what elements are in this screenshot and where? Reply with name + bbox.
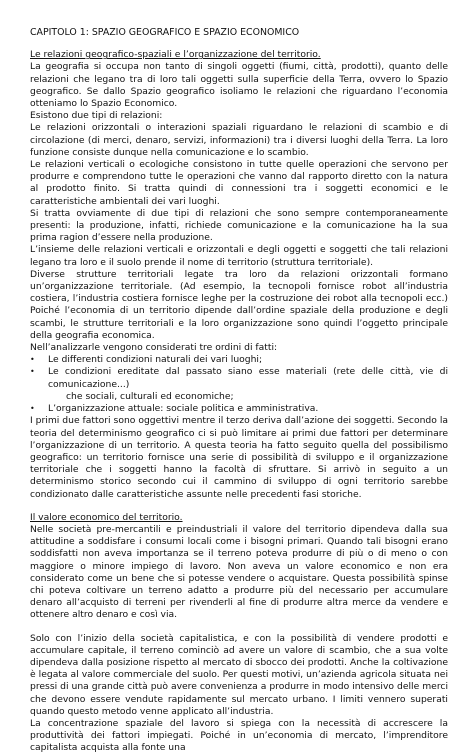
paragraph: Si tratta ovviamente di due tipi di relazioni che sono sempre contemporaneamente presenti: la produzione, infatti, richiede comunicazione e la comunicazione ha la sua prima ragion d’essere nella produzione. xyxy=(30,207,448,244)
paragraph: L’insieme delle relazioni verticali e orizzontali e degli oggetti e soggetti che tali relazioni legano tra loro e il suolo prende il nome di territorio (struttura territoriale). xyxy=(30,244,448,268)
bullet-icon: • xyxy=(30,355,35,365)
list-item-text: L’organizzazione attuale: sociale politica e amministrativa. xyxy=(48,403,319,415)
list-item-text: Le condizioni ereditate dal passato siano esse materiali (rete delle città, vie di comunicazione...) xyxy=(48,366,448,390)
paragraph: I primi due fattori sono oggettivi mentre il terzo deriva dall’azione dei soggetti. Secondo la teoria del determinismo geografico ci si può limitare ai primi due fattori per determinare l’organizzazione di un territorio. A questa teoria ha fatto seguito quella del possibilismo geografico: un territorio fornisce una serie di possibilità di sviluppo e il organizzazione territoriale che i soggetti hanno la facoltà di sfruttare. Si arrivò in seguito a un determinismo storico secondo cui il cammino di sviluppo di ogni territorio sarebbe condizionato dalle caratteristiche assunte nelle precedenti fasi storiche. xyxy=(30,415,448,500)
paragraph: Le relazioni verticali o ecologiche consistono in tutte quelle operazioni che servono per produrre e comprendono tutte le operazioni che vanno dal rapporto diretto con la natura al prodotto finito. Si tratta quindi di connessioni tra i soggetti economici e le caratteristiche ambientali dei vari luoghi. xyxy=(30,159,448,207)
chapter-title: CAPITOLO 1: SPAZIO GEOGRAFICO E SPAZIO ECONOMICO xyxy=(30,27,300,38)
bullet-icon: • xyxy=(30,404,35,414)
list-item xyxy=(30,354,448,366)
paragraph: Le relazioni orizzontali o interazioni spaziali riguardano le relazioni di scambio e di circolazione (di merci, denaro, servizi, informazioni) tra i diversi luoghi della Terra. La loro funzione consiste dunque nella comunicazione e lo scambio. xyxy=(30,122,448,158)
paragraph: Nelle società pre-mercantili e preindustriali il valore del territorio dipendeva dalla sua attitudine a soddisfare i consumi locali come i bisogni primari. Quando tali bisogni erano soddisfatti non aveva importanza se il terreno poteva produrre di più o di meno o con maggiore o minore impiego di lavoro. Non aveva un valore economico e non era considerato come un bene che si potesse vendere o acquistare. Questa possibilità spinse chi poteva coltivare un terreno adatto a produrre più del necessario per accumulare denaro all’acquisto di terreni per rivenderli al fine di produrre altra merce da vendere e ottenere altro denaro e così via. xyxy=(30,523,448,621)
section-heading-relazioni: Le relazioni geografico-spaziali e l’organizzazione del territorio. xyxy=(30,49,321,61)
paragraph: La geografia si occupa non tanto di singoli oggetti (fiumi, città, prodotti), quanto delle relazioni che legano tra di loro tali oggetti sulla superficie della Terra, ovvero lo Spazio geografico. Se dallo Spazio geografico isoliamo le relazioni che riguardano l’economia otteniamo lo Spazio Economico. xyxy=(30,61,448,110)
paragraph: La concentrazione spaziale del lavoro si spiega con la necessità di accrescere la produttività dei fattori impiegati. Poiché in un’economia di mercato, l’imprenditore capitalista acquista alla fonte una xyxy=(30,717,448,754)
section-heading-valore: Il valore economico del territorio. xyxy=(30,511,183,523)
paragraph: Diverse strutture territoriali legate tra loro da relazioni orizzontali formano un’organizzazione territoriale. (Ad esempio, la tecnopoli fornisce robot all’industria costiera, l’industria costiera fornisce leghe per la costruzione dei robot alla tecnopoli ecc.) Poiché l’economia di un territorio dipende dall’ordine spaziale della produzione e degli scambi, le strutture territoriali e la loro organizzazione sono quindi l’oggetto principale della geografia economica. xyxy=(30,268,448,341)
paragraph: Solo con l’inizio della società capitalistica, e con la possibilità di vendere prodotti e accumulare capitale, il terreno cominciò ad avere un valore di scambio, che a sua volte dipendeva dalla posizione rispetto al mercato di sbocco dei prodotti. Anche la coltivazione è legata al valore commerciale del suolo. Per questi motivi, un’azienda agricola situata nei pressi di una grande città può avere convenienza a produrre in modo intensivo delle merci che devono essere vendute rapidamente sul mercato urbano. I limiti vennero superati quando questo metodo venne applicato all’industria. xyxy=(30,632,448,717)
bullet-icon: • xyxy=(30,367,35,377)
list-item xyxy=(30,366,448,403)
spacer xyxy=(30,501,448,512)
list-item xyxy=(30,403,448,415)
paragraph: Esistono due tipi di relazioni: xyxy=(30,110,163,122)
list-item-text-continued: che sociali, culturali ed economiche; xyxy=(66,390,234,402)
bullet-list xyxy=(30,354,448,415)
paragraph: Nell’analizzarle vengono considerati tre ordini di fatti: xyxy=(30,342,278,354)
spacer xyxy=(30,622,448,633)
list-item-text: Le differenti condizioni naturali dei vari luoghi; xyxy=(48,354,263,366)
